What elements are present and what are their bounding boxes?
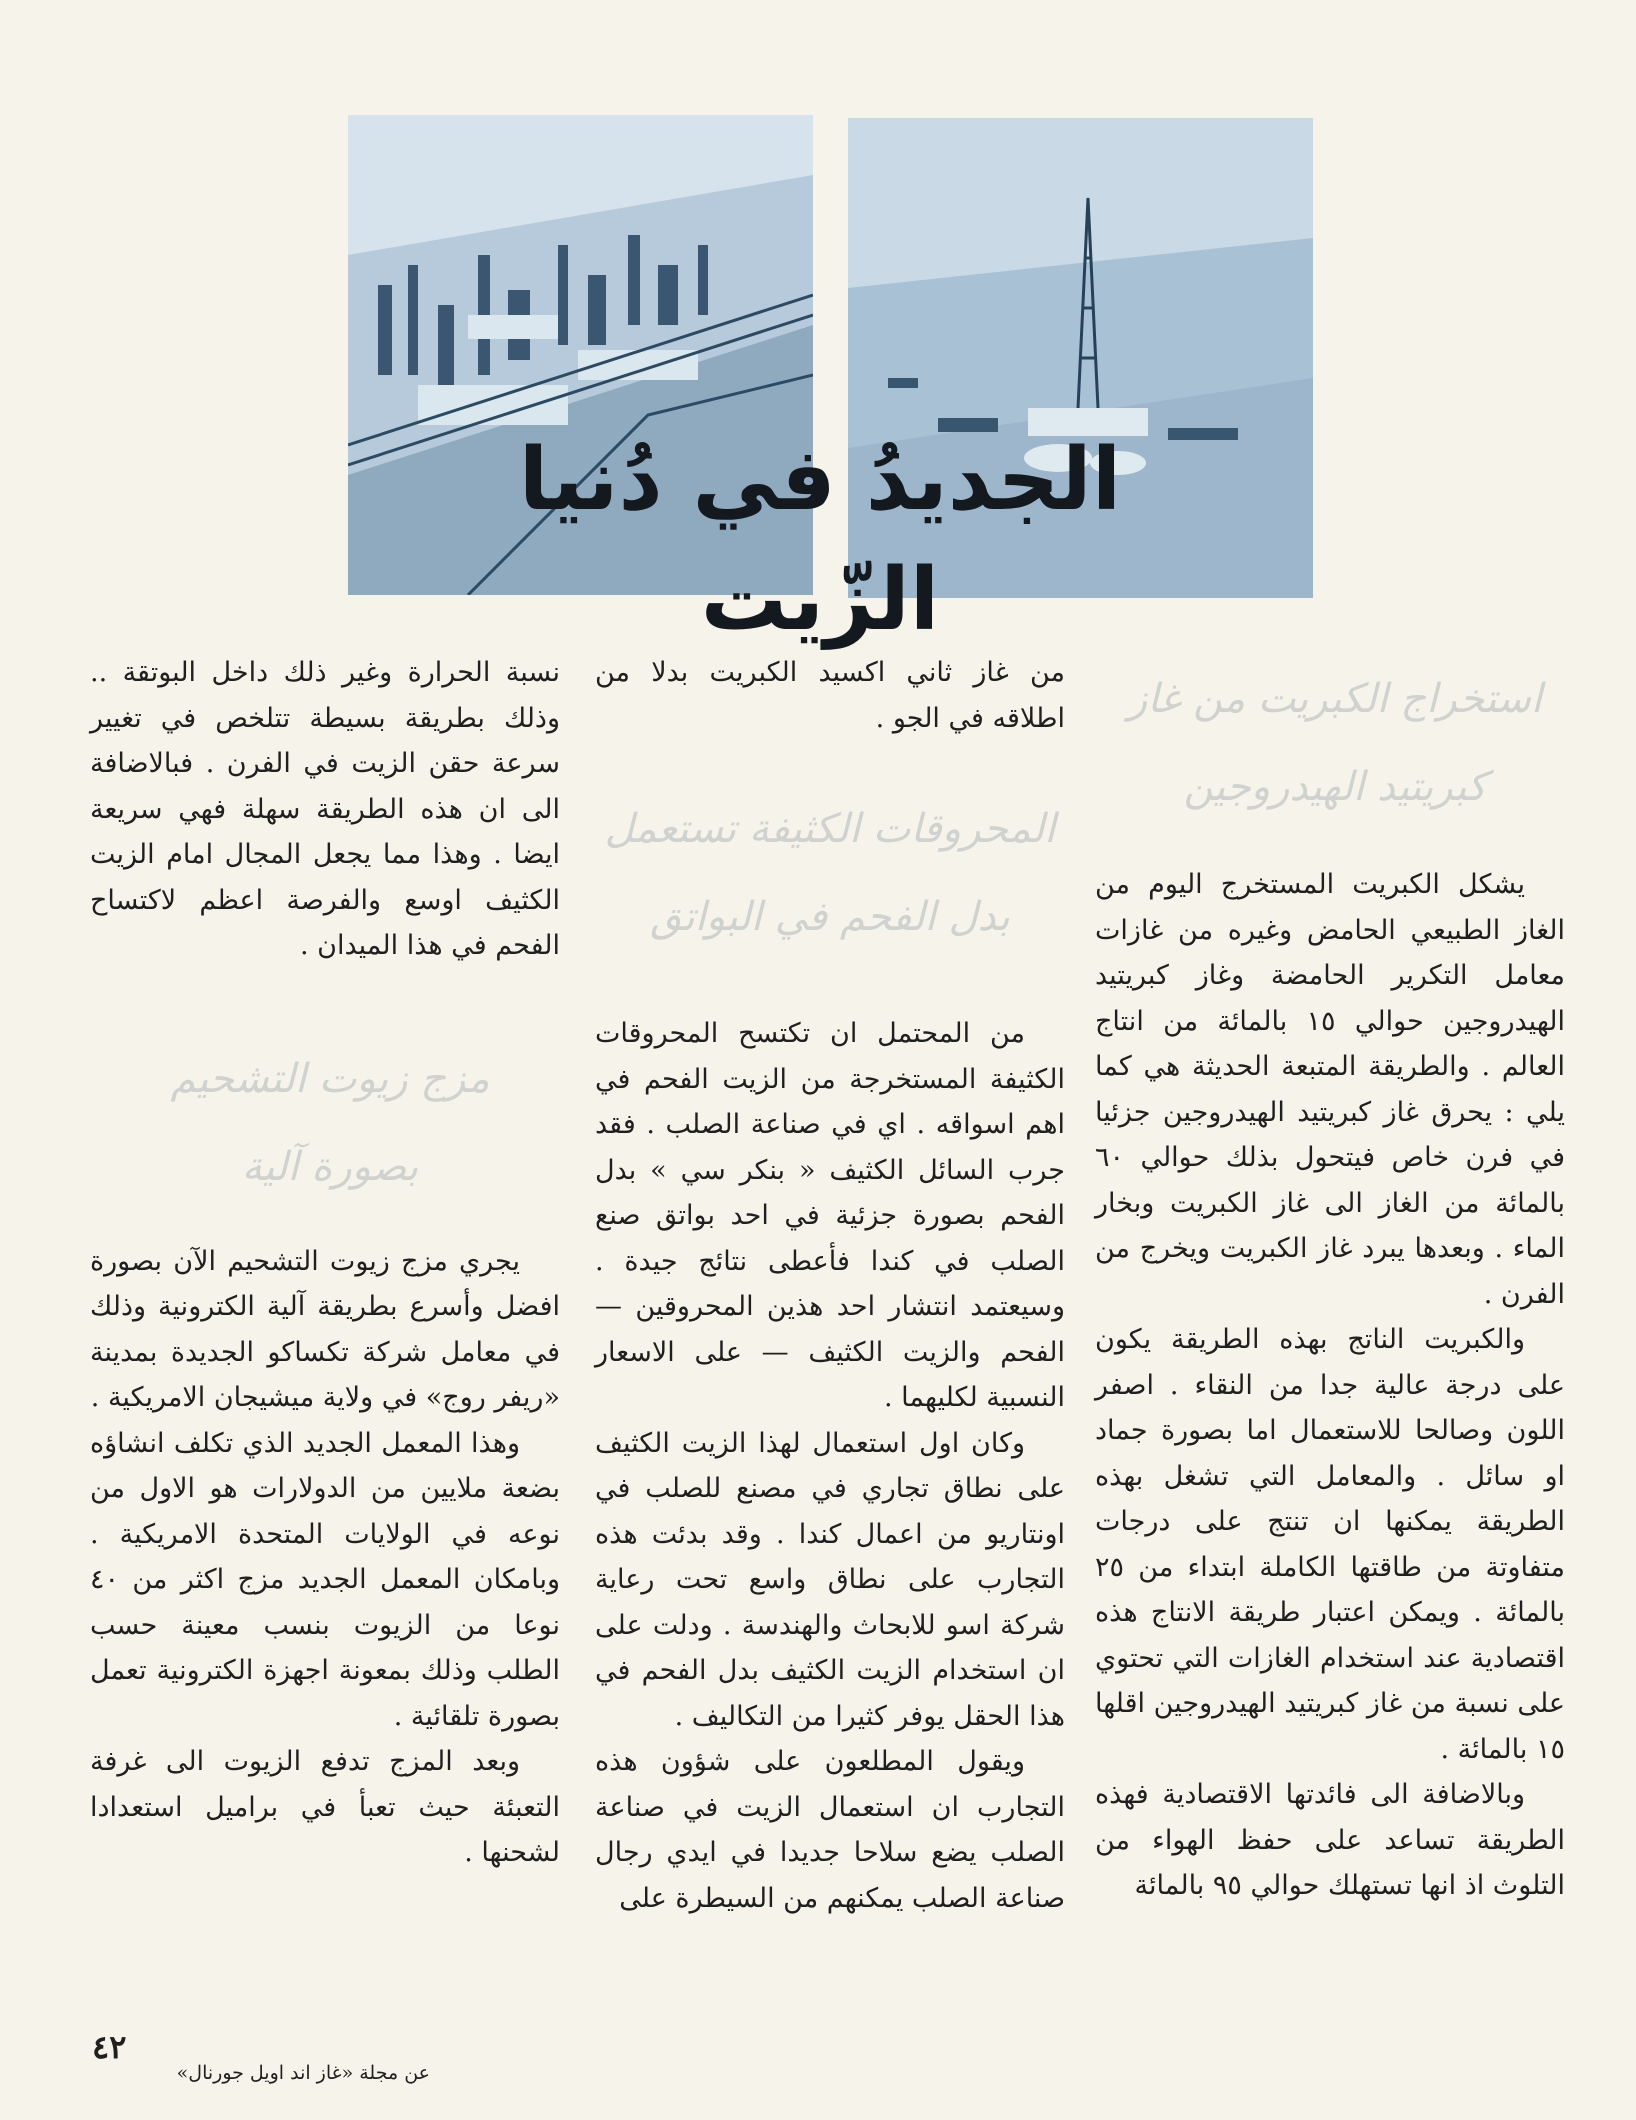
paragraph: وهذا المعمل الجديد الذي تكلف انشاؤه بضعة ملايين من الدولارات هو الاول من نوعه في الولايات المتحدة الامريكية . وبامكان المعمل الجديد مزج اكثر من ٤٠ نوعا من الزيوت بنسب معينة حسب الطلب وذلك بمعونة اجهزة الكترونية تعمل بصورة تلقائية . (90, 1427, 560, 1732)
column-right (1095, 862, 1565, 1909)
paragraph-continued: نسبة الحرارة وغير ذلك داخل البوتقة .. وذلك بطريقة بسيطة تتلخص في تغيير سرعة حقن الزيت في الفرن . فبالاضافة الى ان هذه الطريقة سهلة فهي سريعة ايضا . وهذا مما يجعل المجال امام الزيت الكثيف اوسع والفرصة اعظم لاكتساح الفحم في هذا الميدان . (90, 657, 560, 961)
paragraph: وبالاضافة الى فائدتها الاقتصادية فهذه الطريقة تساعد على حفظ الهواء من التلوث اذ انها تستهلك حوالي ٩٥ بالمائة (1095, 1779, 1565, 1901)
page-number: ٤٢ (92, 2028, 127, 2066)
paragraph: يشكل الكبريت المستخرج اليوم من الغاز الطبيعي الحامض وغيره من غازات معامل التكرير الحامضة وغاز كبريتيد الهيدروجين حوالي ١٥ بالمائة من انتاج العالم . والطريقة المتبعة الحديثة هي كما يلي : يحرق غاز كبريتيد الهيدروجين جزئيا في فرن خاص فيتحول بذلك حوالي ٦٠ بالمائة من الغاز الى غاز الكبريت وبخار الماء . وبعدها يبرد غاز الكبريت ويخرج من الفرن . (1095, 869, 1565, 1310)
paragraph-continued: من غاز ثاني اكسيد الكبريت بدلا من اطلاقه في الجو . (595, 657, 1065, 734)
section-heading-oils: مزج زيوت التشحيم بصورة آلية (170, 1056, 490, 1190)
paragraph: والكبريت الناتج بهذه الطريقة يكون على درجة عالية جدا من النقاء . اصفر اللون وصالحا للاستعمال اما بصورة جماد او سائل . والمعامل التي تشغل بهذه الطريقة يمكنها ان تنتج على درجات متفاوتة من طاقتها الكاملة ابتداء من ٢٥ بالمائة . ويمكن اعتبار طريقة الانتاج هذه اقتصادية عند استخدام الغازات التي تحتوي على نسبة من غاز كبريتيد الهيدروجين اقلها ١٥ بالمائة . (1095, 1324, 1565, 1765)
section-heading-fuels: المحروقات الكثيفة تستعمل بدل الفحم في البواتق (604, 806, 1056, 940)
paragraph: وبعد المزج تدفع الزيوت الى غرفة التعبئة حيث تعبأ في براميل استعدادا لشحنها . (90, 1746, 560, 1868)
paragraph: يجري مزج زيوت التشحيم الآن بصورة افضل وأسرع بطريقة آلية الكترونية وذلك في معامل شركة تكساكو الجديدة بمدينة «ريفر روج» في ولاية ميشيجان الامريكية . (90, 1245, 560, 1413)
source-credit: عن مجلة «غاز اند اويل جورنال» (176, 2062, 430, 2084)
paragraph: من المحتمل ان تكتسح المحروقات الكثيفة المستخرجة من الزيت الفحم في اهم اسواقه . اي في صناعة الصلب . فقد جرب السائل الكثيف « بنكر سي » بدل الفحم بصورة جزئية في احد بواتق صنع الصلب في كندا فأعطى نتائج جيدة . وسيعتمد انتشار احد هذين المحروقين — الفحم والزيت الكثيف — على الاسعار النسبية لكليهما . (595, 1018, 1065, 1413)
paragraph: ويقول المطلعون على شؤون هذه التجارب ان استعمال الزيت في صناعة الصلب يضع سلاحا جديدا في ايدي رجال صناعة الصلب يمكنهم من السيطرة على (595, 1746, 1065, 1914)
article-title: الجديدُ في دُنيا الزّيت (518, 430, 1122, 650)
column-left (90, 650, 560, 1876)
section-heading-sulfur: استخراج الكبريت من غاز كبريتيد الهيدروجين (1128, 676, 1542, 810)
paragraph: وكان اول استعمال لهذا الزيت الكثيف على نطاق تجاري في مصنع للصلب في اونتاريو من اعمال كندا . وقد بدئت هذه التجارب على نطاق واسع تحت رعاية شركة اسو للابحاث والهندسة . ودلت على ان استخدام الزيت الكثيف بدل الفحم في هذا الحقل يوفر كثيرا من التكاليف . (595, 1427, 1065, 1732)
